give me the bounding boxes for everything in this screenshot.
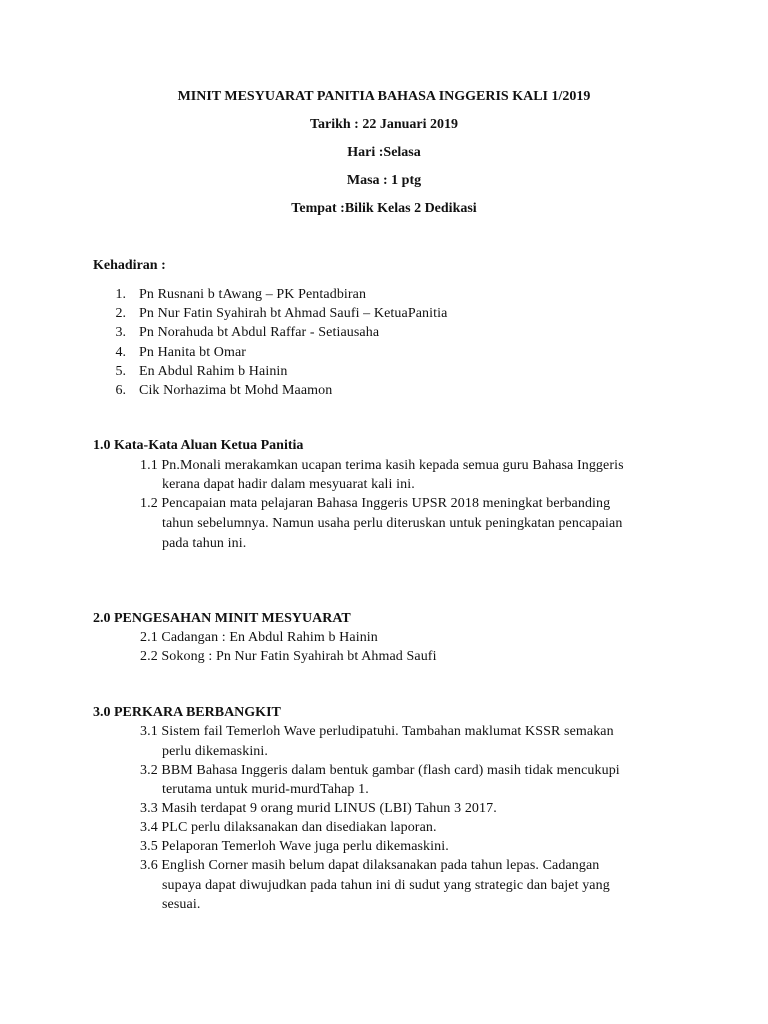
list-item: En Abdul Rahim b Hainin — [139, 364, 288, 379]
section-3-heading: 3.0 PERKARA BERBANGKIT — [93, 705, 281, 720]
section-1-heading: 1.0 Kata-Kata Aluan Ketua Panitia — [93, 438, 304, 453]
section-3-item-2-cont: terutama untuk murid-murdTahap 1. — [162, 782, 369, 797]
attendance-heading: Kehadiran : — [93, 258, 166, 273]
list-item: Cik Norhazima bt Mohd Maamon — [139, 383, 333, 398]
list-item-number: 6. — [115, 383, 126, 398]
section-3-item-4: 3.4 PLC perlu dilaksanakan dan disediakan laporan. — [140, 820, 437, 835]
meeting-time: Masa : 1 ptg — [346, 173, 422, 188]
section-3-item-2: 3.2 BBM Bahasa Inggeris dalam bentuk gambar (flash card) masih tidak mencukupi — [140, 763, 620, 778]
section-1-item-1-cont: kerana dapat hadir dalam mesyuarat kali ini. — [162, 477, 415, 492]
section-1-item-2: 1.2 Pencapaian mata pelajaran Bahasa Inggeris UPSR 2018 meningkat berbanding — [140, 496, 611, 511]
list-item: Pn Nur Fatin Syahirah bt Ahmad Saufi – KetuaPanitia — [139, 306, 448, 321]
list-item: Pn Hanita bt Omar — [139, 345, 247, 360]
section-3-item-6: 3.6 English Corner masih belum dapat dilaksanakan pada tahun lepas. Cadangan — [140, 858, 600, 873]
meeting-date: Tarikh : 22 Januari 2019 — [309, 117, 459, 132]
meeting-day: Hari :Selasa — [347, 145, 421, 160]
section-2-item-2: 2.2 Sokong : Pn Nur Fatin Syahirah bt Ahmad Saufi — [140, 649, 437, 664]
section-3-item-5: 3.5 Pelaporan Temerloh Wave juga perlu dikemaskini. — [140, 839, 449, 854]
list-item: Pn Norahuda bt Abdul Raffar - Setiausaha — [139, 325, 380, 340]
list-item-number: 1. — [115, 287, 126, 302]
section-3-item-1: 3.1 Sistem fail Temerloh Wave perludipatuhi. Tambahan maklumat KSSR semakan — [140, 724, 614, 739]
meeting-venue: Tempat :Bilik Kelas 2 Dedikasi — [291, 201, 477, 216]
section-1-item-1: 1.1 Pn.Monali merakamkan ucapan terima kasih kepada semua guru Bahasa Inggeris — [140, 458, 624, 473]
list-item-number: 4. — [115, 345, 126, 360]
list-item-number: 5. — [115, 364, 126, 379]
section-2-item-1: 2.1 Cadangan : En Abdul Rahim b Hainin — [140, 630, 378, 645]
list-item-number: 2. — [115, 306, 126, 321]
section-3-item-1-cont: perlu dikemaskini. — [162, 744, 269, 759]
section-3-item-6-cont: sesuai. — [162, 897, 201, 912]
section-3-item-6-cont: supaya dapat diwujudkan pada tahun ini di sudut yang strategic dan bajet yang — [162, 878, 610, 893]
section-1-item-2-cont: pada tahun ini. — [162, 536, 247, 551]
list-item-number: 3. — [115, 325, 126, 340]
page-title: MINIT MESYUARAT PANITIA BAHASA INGGERIS KALI 1/2019 — [177, 89, 591, 104]
section-3-item-3: 3.3 Masih terdapat 9 orang murid LINUS (LBI) Tahun 3 2017. — [140, 801, 497, 816]
section-1-item-2-cont: tahun sebelumnya. Namun usaha perlu diteruskan untuk peningkatan pencapaian — [162, 516, 623, 531]
list-item: Pn Rusnani b tAwang – PK Pentadbiran — [139, 287, 367, 302]
section-2-heading: 2.0 PENGESAHAN MINIT MESYUARAT — [93, 611, 351, 626]
